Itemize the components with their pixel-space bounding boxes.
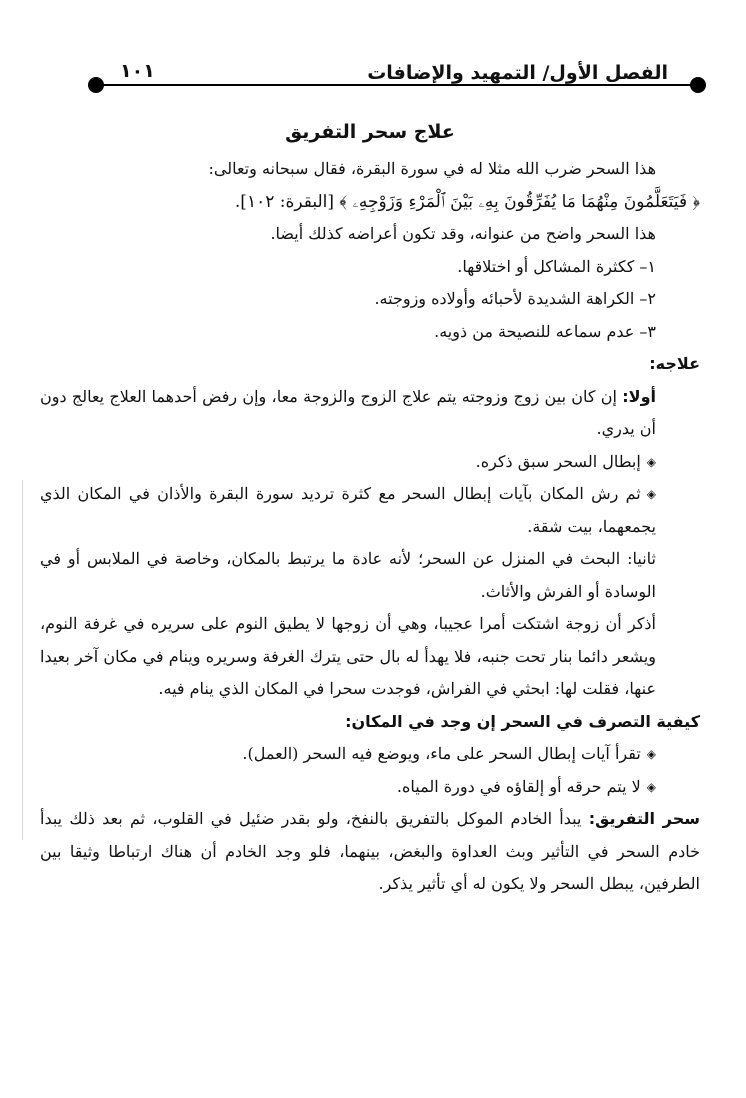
symptom-item: ٢– الكراهة الشديدة لأحبائه وأولاده وزوجته.: [374, 289, 656, 308]
diamond-bullet-icon: ◈: [646, 747, 656, 761]
treatment-first: [40, 381, 700, 446]
chapter-title: الفصل الأول/ التمهيد والإضافات: [359, 62, 676, 84]
header-dot-left-icon: [88, 77, 104, 93]
treatment-bullet: ◈ثم رش المكان بآيات إبطال السحر مع كثرة ترديد سورة البقرة والأذان في المكان الذي يجمعهما، بيت شقة.: [40, 478, 700, 543]
treatment-first-lead: أولا:: [622, 386, 656, 406]
section-title: علاج سحر التفريق: [285, 121, 455, 143]
handling-bullet: ◈تقرأ آيات إبطال السحر على ماء، ويوضع فيه السحر (العمل).: [40, 738, 700, 771]
page-number: ١٠١: [114, 60, 161, 82]
handling-bullet: ◈لا يتم حرقه أو إلقاؤه في دورة المياه.: [40, 771, 700, 804]
scan-margin-line: [22, 480, 23, 840]
separation-text: يبدأ الخادم الموكل بالتفريق بالنفخ، ولو بقدر ضئيل في القلوب، ثم بعد ذلك يبدأ خادم السحر في التأثير وبث العداوة والبغض، بينهما، فلو وجد الخادم أن هناك ارتباطا وثيقا بين الطرفين، يبطل السحر ولا يكون له أي تأثير يذكر.: [40, 809, 700, 893]
handling-heading: كيفية التصرف في السحر إن وجد في المكان:: [345, 711, 700, 731]
symptom-item: ٣– عدم سماعه للنصيحة من ذويه.: [434, 321, 656, 341]
diamond-bullet-icon: ◈: [646, 487, 656, 501]
quran-verse: ﴿ فَيَتَعَلَّمُونَ مِنْهُمَا مَا يُفَرِّقُونَ بِهِۦ بَيْنَ ٱلْمَرْءِ وَزَوْجِهِۦ ﴾ [البقرة: ١٠٢].: [234, 191, 700, 212]
treatment-bullet: ◈إبطال السحر سبق ذكره.: [40, 446, 700, 479]
treatment-heading: علاجه:: [649, 354, 700, 373]
intro-clear: هذا السحر واضح من عنوانه، وقد تكون أعراضه كذلك أيضا.: [270, 224, 656, 243]
page-header: [88, 58, 706, 98]
treatment-first-text: إن كان بين زوج وزوجته يتم علاج الزوج والزوجة معا، وإن رفض أحدهما العلاج يعالج دون أن يدري.: [40, 386, 656, 438]
separation-paragraph: [40, 803, 700, 901]
treatment-second: ثانيا: البحث في المنزل عن السحر؛ لأنه عادة ما يرتبط بالمكان، وخاصة في الملابس أو في الوسادة أو الفرش والأثاث.: [40, 549, 657, 601]
separation-lead: سحر التفريق:: [588, 809, 700, 828]
diamond-bullet-icon: ◈: [646, 454, 656, 469]
header-rule: [98, 84, 692, 86]
page-body: [40, 115, 700, 901]
treatment-story: أذكر أن زوجة اشتكت أمرا عجيبا، وهي أن زوجها لا يطيق النوم على سريره في غرفة النوم، ويشعر دائما بنار تحت جنبه، فلا يهدأ له بال حتى يترك الغرفة وسريره وينام في مكان آخر بعيدا عنها، فقلت لها: ابحثي في الفراش، فوجدت سحرا في المكان الذي ينام فيه.: [40, 614, 656, 698]
intro-line: هذا السحر ضرب الله مثلا له في سورة البقرة، فقال سبحانه وتعالى:: [208, 159, 656, 178]
symptom-item: ١– ككثرة المشاكل أو اختلاقها.: [457, 256, 656, 276]
header-dot-right-icon: [690, 77, 706, 93]
diamond-bullet-icon: ◈: [646, 779, 656, 794]
